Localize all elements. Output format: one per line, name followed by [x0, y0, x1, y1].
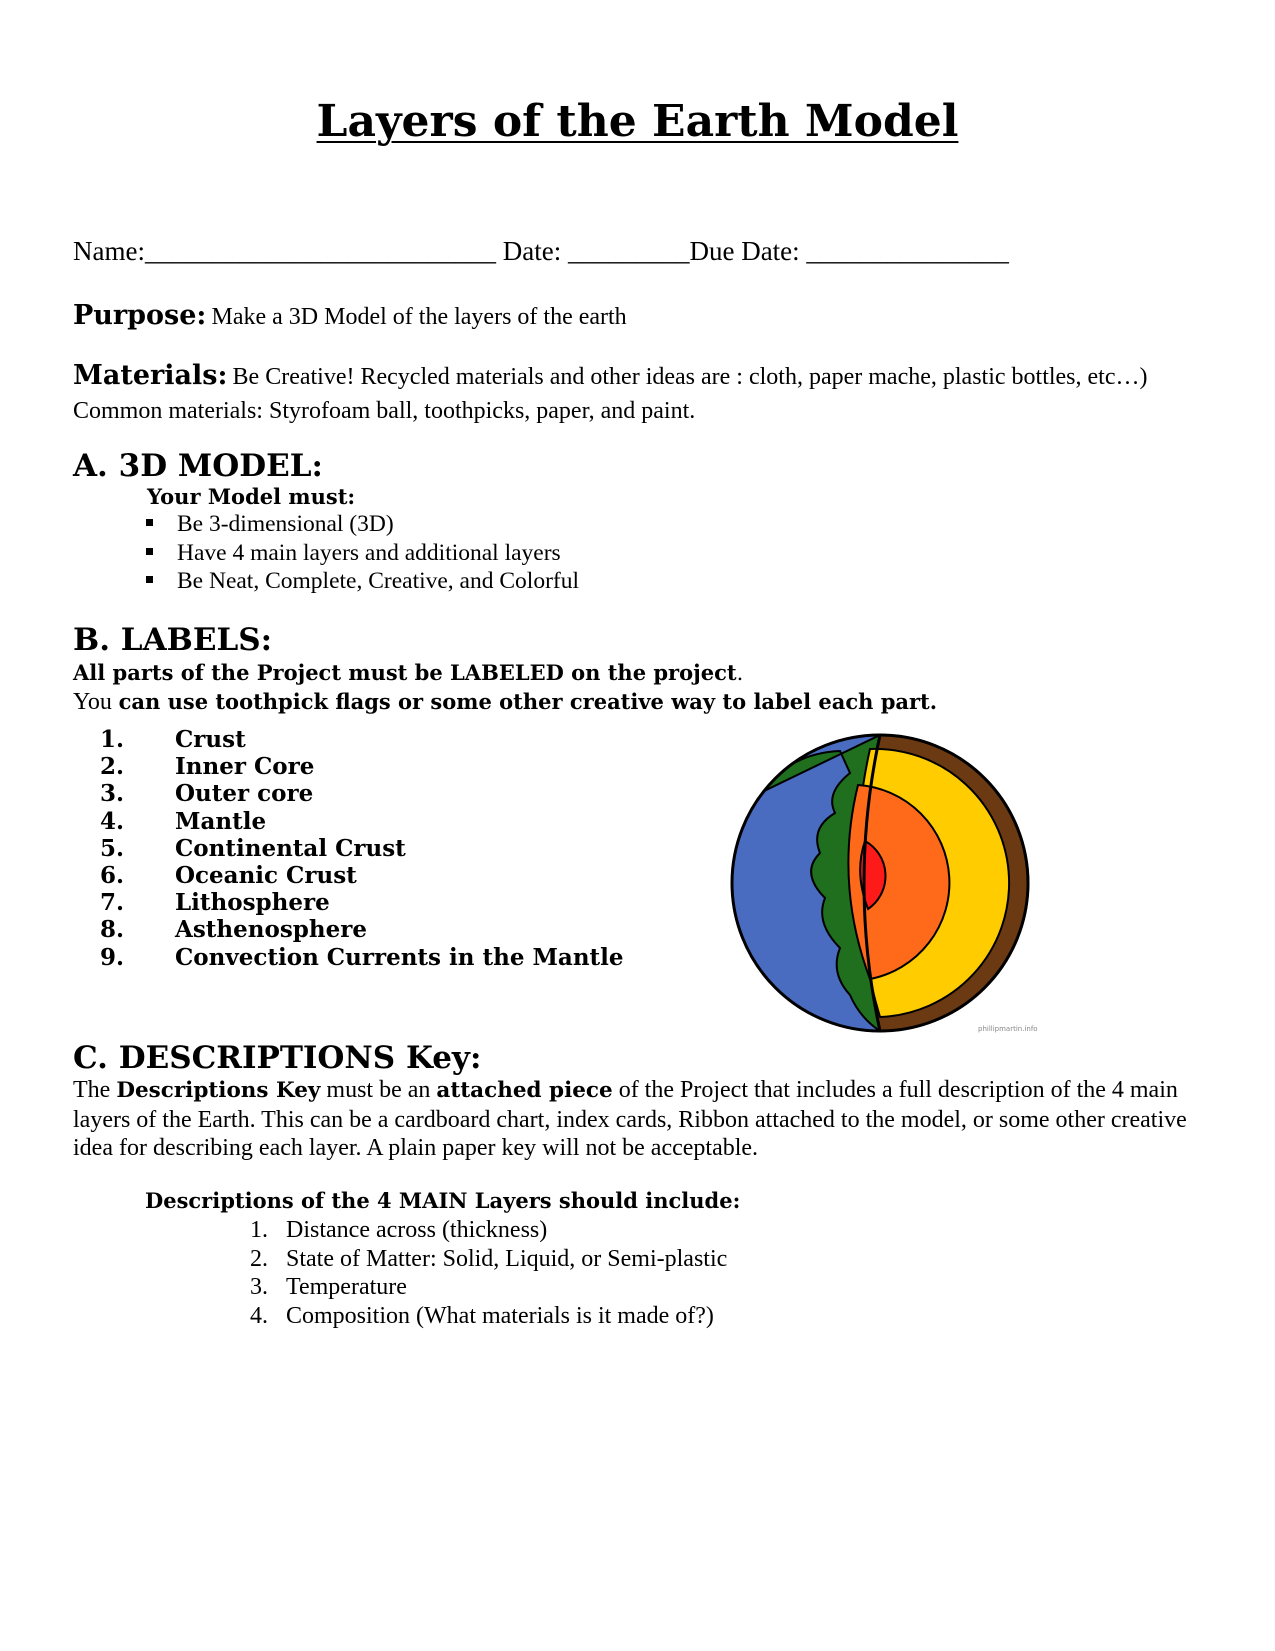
name-blank: __________________________	[144, 236, 496, 266]
section-c-heading: C. DESCRIPTIONS Key:	[73, 1040, 482, 1076]
list-item: 1. Distance across (thickness)	[250, 1217, 548, 1243]
list-item: 3. Outer core	[100, 780, 314, 808]
list-item: 2. Inner Core	[100, 753, 315, 781]
labels-instruction-1: All parts of the Project must be LABELED on the project.	[73, 660, 744, 685]
image-credit: phillipmartin.info	[978, 1025, 1038, 1033]
page-title: Layers of the Earth Model	[316, 96, 959, 147]
square-bullet-icon	[146, 576, 153, 583]
purpose-label: Purpose:	[73, 300, 207, 331]
list-item: 2. State of Matter: Solid, Liquid, or Semi-plastic	[250, 1245, 728, 1272]
square-bullet-icon	[146, 519, 153, 526]
square-bullet-icon	[146, 548, 153, 555]
descriptions-include-list	[250, 1216, 727, 1330]
list-item: 4. Composition (What materials is it made of?)	[250, 1302, 714, 1329]
model-requirements-list	[146, 510, 579, 596]
list-item: Be Neat, Complete, Creative, and Colorful	[146, 567, 579, 596]
labels-instruction-2: You can use toothpick flags or some other creative way to label each part.	[73, 689, 938, 715]
materials-text: Be Creative! Recycled materials and other ideas are : cloth, paper mache, plastic bottles, etc…) Common materials: Styrofoam ball, toothpicks, paper, and paint.	[73, 364, 1148, 424]
purpose-line	[73, 300, 627, 331]
list-item: 4. Mantle	[100, 807, 267, 835]
list-item: Have 4 main layers and additional layers	[146, 539, 579, 568]
list-item: 8. Asthenosphere	[100, 916, 367, 944]
section-a-heading: A. 3D MODEL:	[73, 448, 323, 484]
materials-label: Materials:	[73, 360, 228, 391]
descriptions-include-label: Descriptions of the 4 MAIN Layers should include:	[145, 1188, 741, 1213]
parts-to-label-list	[100, 726, 624, 971]
list-item: Be 3-dimensional (3D)	[146, 510, 579, 539]
header-fields	[73, 236, 1009, 267]
earth-layers-illustration	[730, 733, 1030, 1033]
list-item: 3. Temperature	[250, 1274, 407, 1300]
date-blank: _________	[567, 236, 690, 266]
list-item: 5. Continental Crust	[100, 834, 406, 862]
descriptions-paragraph: The Descriptions Key must be an attached piece of the Project that includes a full description of the 4 main layers of the Earth. This can be a cardboard chart, index cards, Ribbon attached to the model, or some other creative idea for describing each layer. A plain paper key will not be acceptable.	[73, 1077, 1187, 1161]
materials-paragraph	[73, 360, 1203, 429]
list-item: 7. Lithosphere	[100, 889, 330, 917]
list-item: 1. Crust	[100, 726, 246, 753]
list-item: 9. Convection Currents in the Mantle	[100, 943, 624, 971]
section-b-heading: B. LABELS:	[73, 622, 273, 658]
model-must-label: Your Model must:	[147, 484, 356, 509]
due-date-label: Due Date:	[689, 236, 800, 266]
name-label: Name:	[73, 236, 145, 266]
list-item: 6. Oceanic Crust	[100, 862, 357, 890]
purpose-text: Make a 3D Model of the layers of the earth	[211, 304, 627, 330]
due-date-blank: _______________	[806, 236, 1009, 266]
date-label: Date:	[502, 236, 562, 266]
